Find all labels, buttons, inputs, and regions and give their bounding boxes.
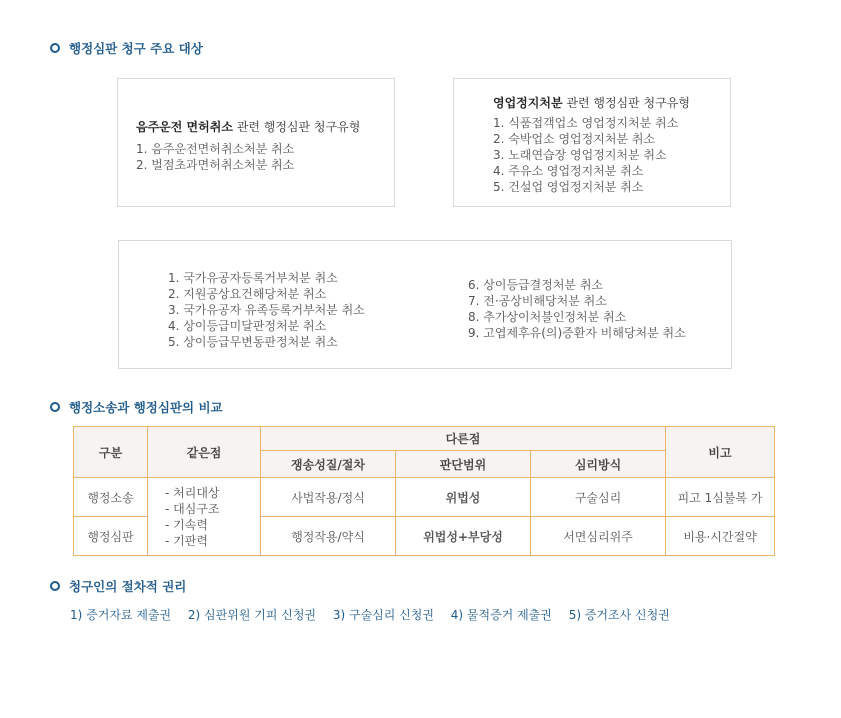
- row-note: 피고 1심불복 가: [666, 478, 775, 517]
- section-title-text: 행정소송과 행정심판의 비교: [69, 400, 223, 415]
- list-item: 8. 추가상이처불인정처분 취소: [468, 310, 627, 324]
- dui-license-box: [117, 78, 395, 207]
- row-scope: 위법성+부당성: [396, 517, 531, 556]
- right-item: 2) 심판위원 기피 신청권: [187, 608, 317, 622]
- header-method: 심리방식: [531, 451, 666, 478]
- table-row: [74, 478, 775, 517]
- header-note: 비고: [666, 427, 775, 478]
- header-same: 같은점: [148, 427, 261, 478]
- right-item: 4) 물적증거 제출권: [450, 608, 552, 622]
- row-scope: 위법성: [396, 478, 531, 517]
- section-title-text: 청구인의 절차적 권리: [69, 579, 187, 594]
- list-item: 1. 음주운전면허취소처분 취소: [136, 142, 295, 156]
- list-item: 5. 건설업 영업정지처분 취소: [493, 180, 644, 194]
- circle-bullet-icon: [50, 581, 60, 591]
- list-item: 6. 상이등급결정처분 취소: [468, 278, 603, 292]
- row-note: 비용·시간절약: [666, 517, 775, 556]
- right-item: 3) 구술심리 신청권: [332, 608, 434, 622]
- row-method: 구술심리: [531, 478, 666, 517]
- list-item: 3. 노래연습장 영업정지처분 취소: [493, 148, 667, 162]
- right-item: 5) 증거조사 신청권: [568, 608, 670, 622]
- row-method: 서면심리위주: [531, 517, 666, 556]
- list-item: 1. 식품접객업소 영업정지처분 취소: [493, 116, 679, 130]
- list-item: 4. 주유소 영업정지처분 취소: [493, 164, 644, 178]
- circle-bullet-icon: [50, 402, 60, 412]
- veterans-right-list: [468, 277, 686, 341]
- list-item: 4. 상이등급미달판정처분 취소: [168, 319, 327, 333]
- section-title-comparison: [50, 398, 223, 416]
- same-item: - 대심구조: [165, 501, 220, 516]
- list-item: 9. 고엽제후유(의)증환자 비해당처분 취소: [468, 326, 686, 340]
- section-title-text: 행정심판 청구 주요 대상: [69, 41, 203, 56]
- comparison-table: [73, 426, 775, 556]
- business-suspension-box: [453, 78, 731, 207]
- box-title: 영업정지처분 관련 행정심판 청구유형: [493, 96, 690, 110]
- list-item: 5. 상이등급무변동판정처분 취소: [168, 335, 338, 349]
- list-item: 2. 지원공상요건해당처분 취소: [168, 287, 327, 301]
- header-different: 다른점: [261, 427, 666, 451]
- box-title: 음주운전 면허취소 관련 행정심판 청구유형: [136, 120, 361, 134]
- header-category: 구분: [74, 427, 148, 478]
- same-item: - 기속력: [165, 517, 208, 532]
- row-category: 행정소송: [74, 478, 148, 517]
- list-item: 3. 국가유공자 유족등록거부처분 취소: [168, 303, 365, 317]
- same-points-cell: [148, 478, 261, 556]
- same-item: - 처리대상: [165, 485, 220, 500]
- veterans-box: [118, 240, 732, 369]
- header-scope: 판단범위: [396, 451, 531, 478]
- row-dispute: 사법작용/정식: [261, 478, 396, 517]
- row-dispute: 행정작용/약식: [261, 517, 396, 556]
- veterans-left-list: [168, 270, 365, 350]
- section-title-rights: [50, 577, 186, 595]
- list-item: 1. 국가유공자등록거부처분 취소: [168, 271, 338, 285]
- row-category: 행정심판: [74, 517, 148, 556]
- same-item: - 기판력: [165, 533, 208, 548]
- right-item: 1) 증거자료 제출권: [70, 608, 172, 622]
- list-item: 7. 전·공상비해당처분 취소: [468, 294, 607, 308]
- list-item: 2. 숙박업소 영업정지처분 취소: [493, 132, 655, 146]
- circle-bullet-icon: [50, 43, 60, 53]
- rights-list: [70, 606, 683, 623]
- section-title-targets: [50, 39, 203, 57]
- header-dispute: 쟁송성질/절차: [261, 451, 396, 478]
- list-item: 2. 벌점초과면허취소처분 취소: [136, 158, 295, 172]
